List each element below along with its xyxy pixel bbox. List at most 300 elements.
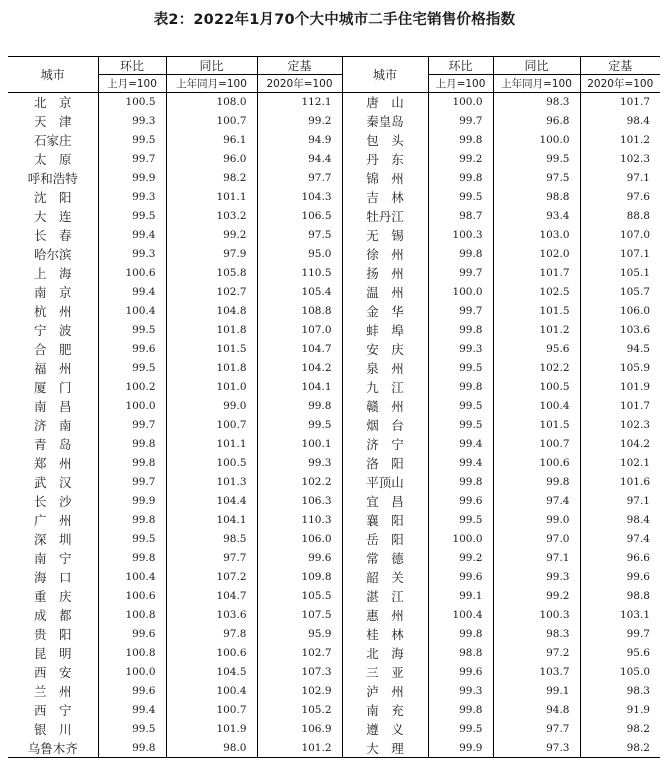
city-name: 福 州	[8, 359, 98, 378]
city-name: 昆 明	[8, 644, 98, 663]
yoy-value: 104.8	[166, 302, 257, 321]
table-title: 表2：2022年1月70个大中城市二手住宅销售价格指数	[153, 12, 516, 28]
yoy-value: 103.2	[166, 207, 257, 226]
city-name: 襄 阳	[342, 511, 428, 530]
yoy-value: 100.0	[493, 131, 580, 150]
mom-value: 99.3	[98, 188, 166, 207]
mom-value: 99.3	[98, 245, 166, 264]
city-name: 大 连	[8, 207, 98, 226]
table-row	[8, 131, 660, 150]
table-row	[8, 720, 660, 739]
base-value: 98.2	[580, 720, 660, 739]
city-name: 上 海	[8, 264, 98, 283]
city-name: 青 岛	[8, 435, 98, 454]
base-value: 99.3	[257, 454, 342, 473]
mom-value: 99.5	[98, 530, 166, 549]
yoy-value: 98.2	[166, 169, 257, 188]
base-value: 98.3	[580, 682, 660, 701]
yoy-value: 98.3	[493, 93, 580, 112]
yoy-value: 97.0	[493, 530, 580, 549]
table-row	[8, 93, 660, 112]
mom-value: 99.3	[428, 682, 493, 701]
table-row	[8, 473, 660, 492]
base-value: 98.8	[580, 587, 660, 606]
yoy-value: 98.5	[166, 530, 257, 549]
table-row	[8, 435, 660, 454]
city-name: 九 江	[342, 378, 428, 397]
yoy-value: 101.2	[493, 321, 580, 340]
base-value: 102.2	[257, 473, 342, 492]
city-name: 深 圳	[8, 530, 98, 549]
yoy-value: 98.3	[493, 625, 580, 644]
city-name: 长 沙	[8, 492, 98, 511]
table-row	[8, 530, 660, 549]
mom-value: 100.5	[98, 93, 166, 112]
mom-value: 99.6	[98, 340, 166, 359]
city-name: 金 华	[342, 302, 428, 321]
table-row	[8, 226, 660, 245]
column-header-city: 城市	[8, 57, 98, 93]
city-name: 西 宁	[8, 701, 98, 720]
yoy-value: 103.0	[493, 226, 580, 245]
base-value: 102.3	[580, 416, 660, 435]
base-value: 102.3	[580, 150, 660, 169]
city-name: 泸 州	[342, 682, 428, 701]
mom-value: 99.9	[98, 492, 166, 511]
base-value: 107.0	[580, 226, 660, 245]
base-value: 101.2	[257, 739, 342, 758]
mom-value: 99.5	[98, 207, 166, 226]
yoy-value: 100.7	[493, 435, 580, 454]
base-value: 98.2	[580, 739, 660, 758]
base-value: 110.5	[257, 264, 342, 283]
city-name: 包 头	[342, 131, 428, 150]
base-value: 105.5	[257, 587, 342, 606]
yoy-value: 95.6	[493, 340, 580, 359]
base-value: 104.7	[257, 340, 342, 359]
yoy-value: 104.1	[166, 511, 257, 530]
column-subheader-mom: 上月=100	[98, 75, 166, 93]
mom-value: 99.5	[428, 720, 493, 739]
city-name: 唐 山	[342, 93, 428, 112]
base-value: 97.7	[257, 169, 342, 188]
yoy-value: 97.2	[493, 644, 580, 663]
city-name: 重 庆	[8, 587, 98, 606]
yoy-value: 102.7	[166, 283, 257, 302]
mom-value: 99.2	[428, 150, 493, 169]
city-name: 南 充	[342, 701, 428, 720]
city-name: 乌鲁木齐	[8, 739, 98, 758]
mom-value: 100.8	[98, 606, 166, 625]
city-name: 沈 阳	[8, 188, 98, 207]
mom-value: 99.6	[428, 663, 493, 682]
mom-value: 99.8	[98, 435, 166, 454]
city-name: 湛 江	[342, 587, 428, 606]
yoy-value: 97.3	[493, 739, 580, 758]
mom-value: 100.8	[98, 644, 166, 663]
mom-value: 99.7	[428, 112, 493, 131]
table-row	[8, 454, 660, 473]
city-name: 韶 关	[342, 568, 428, 587]
column-header-mom: 环比	[98, 57, 166, 75]
yoy-value: 97.9	[166, 245, 257, 264]
table-row	[8, 492, 660, 511]
base-value: 105.0	[580, 663, 660, 682]
yoy-value: 99.2	[166, 226, 257, 245]
yoy-value: 104.7	[166, 587, 257, 606]
table-row	[8, 568, 660, 587]
table-row	[8, 397, 660, 416]
base-value: 94.9	[257, 131, 342, 150]
city-name: 丹 东	[342, 150, 428, 169]
mom-value: 99.4	[98, 283, 166, 302]
table-body	[8, 93, 660, 758]
table-row	[8, 701, 660, 720]
yoy-value: 100.4	[493, 397, 580, 416]
yoy-value: 99.1	[493, 682, 580, 701]
city-name: 徐 州	[342, 245, 428, 264]
city-name: 成 都	[8, 606, 98, 625]
city-name: 厦 门	[8, 378, 98, 397]
city-name: 扬 州	[342, 264, 428, 283]
table-row	[8, 207, 660, 226]
city-name: 平顶山	[342, 473, 428, 492]
table-row	[8, 606, 660, 625]
mom-value: 99.8	[98, 739, 166, 758]
city-name: 宁 波	[8, 321, 98, 340]
city-name: 海 口	[8, 568, 98, 587]
base-value: 106.3	[257, 492, 342, 511]
city-name: 蚌 埠	[342, 321, 428, 340]
yoy-value: 97.1	[493, 549, 580, 568]
base-value: 105.1	[580, 264, 660, 283]
base-value: 98.4	[580, 511, 660, 530]
base-value: 95.9	[257, 625, 342, 644]
yoy-value: 99.3	[493, 568, 580, 587]
yoy-value: 96.8	[493, 112, 580, 131]
mom-value: 100.3	[428, 226, 493, 245]
base-value: 105.9	[580, 359, 660, 378]
column-header-yoy: 同比	[493, 57, 580, 75]
base-value: 109.8	[257, 568, 342, 587]
base-value: 94.4	[257, 150, 342, 169]
table-row	[8, 587, 660, 606]
yoy-value: 99.2	[493, 587, 580, 606]
table-row	[8, 169, 660, 188]
base-value: 107.0	[257, 321, 342, 340]
yoy-value: 100.6	[166, 644, 257, 663]
mom-value: 98.8	[428, 644, 493, 663]
city-name: 桂 林	[342, 625, 428, 644]
mom-value: 99.5	[428, 397, 493, 416]
mom-value: 99.1	[428, 587, 493, 606]
yoy-value: 99.0	[166, 397, 257, 416]
base-value: 95.0	[257, 245, 342, 264]
mom-value: 99.8	[428, 245, 493, 264]
mom-value: 100.0	[428, 93, 493, 112]
base-value: 99.7	[580, 625, 660, 644]
mom-value: 100.4	[98, 568, 166, 587]
base-value: 98.4	[580, 112, 660, 131]
yoy-value: 105.8	[166, 264, 257, 283]
mom-value: 99.5	[428, 416, 493, 435]
base-value: 110.3	[257, 511, 342, 530]
base-value: 103.6	[580, 321, 660, 340]
column-header-yoy: 同比	[166, 57, 257, 75]
table-row	[8, 150, 660, 169]
city-name: 大 理	[342, 739, 428, 758]
mom-value: 99.9	[428, 739, 493, 758]
city-name: 济 宁	[342, 435, 428, 454]
city-name: 南 宁	[8, 549, 98, 568]
price-index-table	[8, 56, 660, 758]
yoy-value: 100.6	[493, 454, 580, 473]
yoy-value: 101.0	[166, 378, 257, 397]
mom-value: 99.5	[98, 321, 166, 340]
base-value: 96.6	[580, 549, 660, 568]
yoy-value: 97.5	[493, 169, 580, 188]
table-row	[8, 663, 660, 682]
table-row	[8, 359, 660, 378]
base-value: 99.2	[257, 112, 342, 131]
mom-value: 99.8	[428, 473, 493, 492]
city-name: 常 德	[342, 549, 428, 568]
table-row	[8, 188, 660, 207]
yoy-value: 101.8	[166, 359, 257, 378]
city-name: 南 京	[8, 283, 98, 302]
mom-value: 99.7	[98, 150, 166, 169]
mom-value: 100.0	[98, 663, 166, 682]
yoy-value: 102.5	[493, 283, 580, 302]
city-name: 安 庆	[342, 340, 428, 359]
yoy-value: 104.5	[166, 663, 257, 682]
base-value: 103.1	[580, 606, 660, 625]
base-value: 100.1	[257, 435, 342, 454]
column-subheader-yoy: 上年同月=100	[166, 75, 257, 93]
base-value: 94.5	[580, 340, 660, 359]
base-value: 101.7	[580, 93, 660, 112]
city-name: 烟 台	[342, 416, 428, 435]
yoy-value: 97.4	[493, 492, 580, 511]
city-name: 呼和浩特	[8, 169, 98, 188]
base-value: 106.5	[257, 207, 342, 226]
city-name: 长 春	[8, 226, 98, 245]
table-row	[8, 112, 660, 131]
yoy-value: 100.7	[166, 701, 257, 720]
mom-value: 99.3	[428, 340, 493, 359]
base-value: 105.4	[257, 283, 342, 302]
base-value: 99.5	[257, 416, 342, 435]
mom-value: 99.6	[428, 568, 493, 587]
mom-value: 99.4	[98, 701, 166, 720]
table-row	[8, 549, 660, 568]
mom-value: 99.4	[428, 435, 493, 454]
yoy-value: 101.1	[166, 435, 257, 454]
city-name: 无 锡	[342, 226, 428, 245]
mom-value: 100.6	[98, 587, 166, 606]
city-name: 天 津	[8, 112, 98, 131]
city-name: 温 州	[342, 283, 428, 302]
city-name: 合 肥	[8, 340, 98, 359]
base-value: 99.8	[257, 397, 342, 416]
base-value: 106.0	[580, 302, 660, 321]
yoy-value: 102.2	[493, 359, 580, 378]
city-name: 泉 州	[342, 359, 428, 378]
base-value: 112.1	[257, 93, 342, 112]
table-row	[8, 511, 660, 530]
yoy-value: 103.6	[166, 606, 257, 625]
base-value: 101.2	[580, 131, 660, 150]
yoy-value: 104.4	[166, 492, 257, 511]
yoy-value: 101.1	[166, 188, 257, 207]
mom-value: 99.5	[98, 720, 166, 739]
base-value: 88.8	[580, 207, 660, 226]
yoy-value: 97.8	[166, 625, 257, 644]
city-name: 牡丹江	[342, 207, 428, 226]
mom-value: 99.5	[428, 511, 493, 530]
base-value: 104.2	[257, 359, 342, 378]
yoy-value: 98.8	[493, 188, 580, 207]
yoy-value: 100.5	[493, 378, 580, 397]
yoy-value: 98.0	[166, 739, 257, 758]
base-value: 99.6	[580, 568, 660, 587]
table-row	[8, 283, 660, 302]
column-subheader-base: 2020年=100	[580, 75, 660, 93]
city-name: 贵 阳	[8, 625, 98, 644]
mom-value: 99.8	[428, 378, 493, 397]
base-value: 106.0	[257, 530, 342, 549]
base-value: 97.1	[580, 492, 660, 511]
table-row	[8, 340, 660, 359]
base-value: 91.9	[580, 701, 660, 720]
yoy-value: 99.8	[493, 473, 580, 492]
yoy-value: 101.5	[493, 302, 580, 321]
mom-value: 100.0	[98, 397, 166, 416]
table-row	[8, 321, 660, 340]
mom-value: 100.4	[428, 606, 493, 625]
column-subheader-yoy: 上年同月=100	[493, 75, 580, 93]
table-row	[8, 302, 660, 321]
city-name: 石家庄	[8, 131, 98, 150]
city-name: 赣 州	[342, 397, 428, 416]
mom-value: 99.9	[98, 169, 166, 188]
mom-value: 99.7	[98, 416, 166, 435]
city-name: 西 安	[8, 663, 98, 682]
mom-value: 99.6	[98, 625, 166, 644]
yoy-value: 100.7	[166, 416, 257, 435]
mom-value: 99.8	[98, 549, 166, 568]
column-header-city: 城市	[342, 57, 428, 93]
mom-value: 99.5	[428, 359, 493, 378]
city-name: 岳 阳	[342, 530, 428, 549]
mom-value: 100.6	[98, 264, 166, 283]
city-name: 济 南	[8, 416, 98, 435]
city-name: 北 海	[342, 644, 428, 663]
city-name: 三 亚	[342, 663, 428, 682]
mom-value: 99.5	[98, 359, 166, 378]
column-subheader-mom: 上月=100	[428, 75, 493, 93]
table-row	[8, 682, 660, 701]
column-header-base: 定基	[580, 57, 660, 75]
city-name: 哈尔滨	[8, 245, 98, 264]
city-name: 洛 阳	[342, 454, 428, 473]
mom-value: 99.2	[428, 549, 493, 568]
base-value: 107.1	[580, 245, 660, 264]
base-value: 97.1	[580, 169, 660, 188]
yoy-value: 102.0	[493, 245, 580, 264]
base-value: 99.6	[257, 549, 342, 568]
mom-value: 100.2	[98, 378, 166, 397]
city-name: 惠 州	[342, 606, 428, 625]
base-value: 104.2	[580, 435, 660, 454]
city-name: 杭 州	[8, 302, 98, 321]
yoy-value: 103.7	[493, 663, 580, 682]
yoy-value: 100.3	[493, 606, 580, 625]
mom-value: 99.8	[428, 321, 493, 340]
mom-value: 99.6	[428, 492, 493, 511]
mom-value: 100.0	[428, 283, 493, 302]
yoy-value: 96.0	[166, 150, 257, 169]
city-name: 太 原	[8, 150, 98, 169]
base-value: 95.6	[580, 644, 660, 663]
yoy-value: 99.0	[493, 511, 580, 530]
yoy-value: 107.2	[166, 568, 257, 587]
table-row	[8, 625, 660, 644]
mom-value: 99.8	[428, 131, 493, 150]
city-name: 锦 州	[342, 169, 428, 188]
city-name: 南 昌	[8, 397, 98, 416]
base-value: 104.1	[257, 378, 342, 397]
column-header-base: 定基	[257, 57, 342, 75]
city-name: 郑 州	[8, 454, 98, 473]
table-row	[8, 739, 660, 758]
mom-value: 99.4	[98, 226, 166, 245]
yoy-value: 101.3	[166, 473, 257, 492]
base-value: 102.1	[580, 454, 660, 473]
mom-value: 99.8	[98, 454, 166, 473]
yoy-value: 99.5	[493, 150, 580, 169]
base-value: 108.8	[257, 302, 342, 321]
mom-value: 99.5	[428, 188, 493, 207]
yoy-value: 96.1	[166, 131, 257, 150]
mom-value: 99.5	[98, 131, 166, 150]
city-name: 遵 义	[342, 720, 428, 739]
table-row	[8, 644, 660, 663]
mom-value: 99.6	[98, 682, 166, 701]
city-name: 宜 昌	[342, 492, 428, 511]
city-name: 广 州	[8, 511, 98, 530]
mom-value: 99.7	[428, 302, 493, 321]
city-name: 武 汉	[8, 473, 98, 492]
table-row	[8, 378, 660, 397]
mom-value: 100.0	[428, 530, 493, 549]
yoy-value: 101.7	[493, 264, 580, 283]
table-row	[8, 264, 660, 283]
yoy-value: 108.0	[166, 93, 257, 112]
yoy-value: 100.4	[166, 682, 257, 701]
base-value: 106.9	[257, 720, 342, 739]
yoy-value: 94.8	[493, 701, 580, 720]
yoy-value: 101.8	[166, 321, 257, 340]
mom-value: 99.7	[98, 473, 166, 492]
city-name: 兰 州	[8, 682, 98, 701]
mom-value: 100.4	[98, 302, 166, 321]
yoy-value: 100.7	[166, 112, 257, 131]
yoy-value: 93.4	[493, 207, 580, 226]
city-name: 吉 林	[342, 188, 428, 207]
base-value: 97.6	[580, 188, 660, 207]
mom-value: 99.8	[98, 511, 166, 530]
